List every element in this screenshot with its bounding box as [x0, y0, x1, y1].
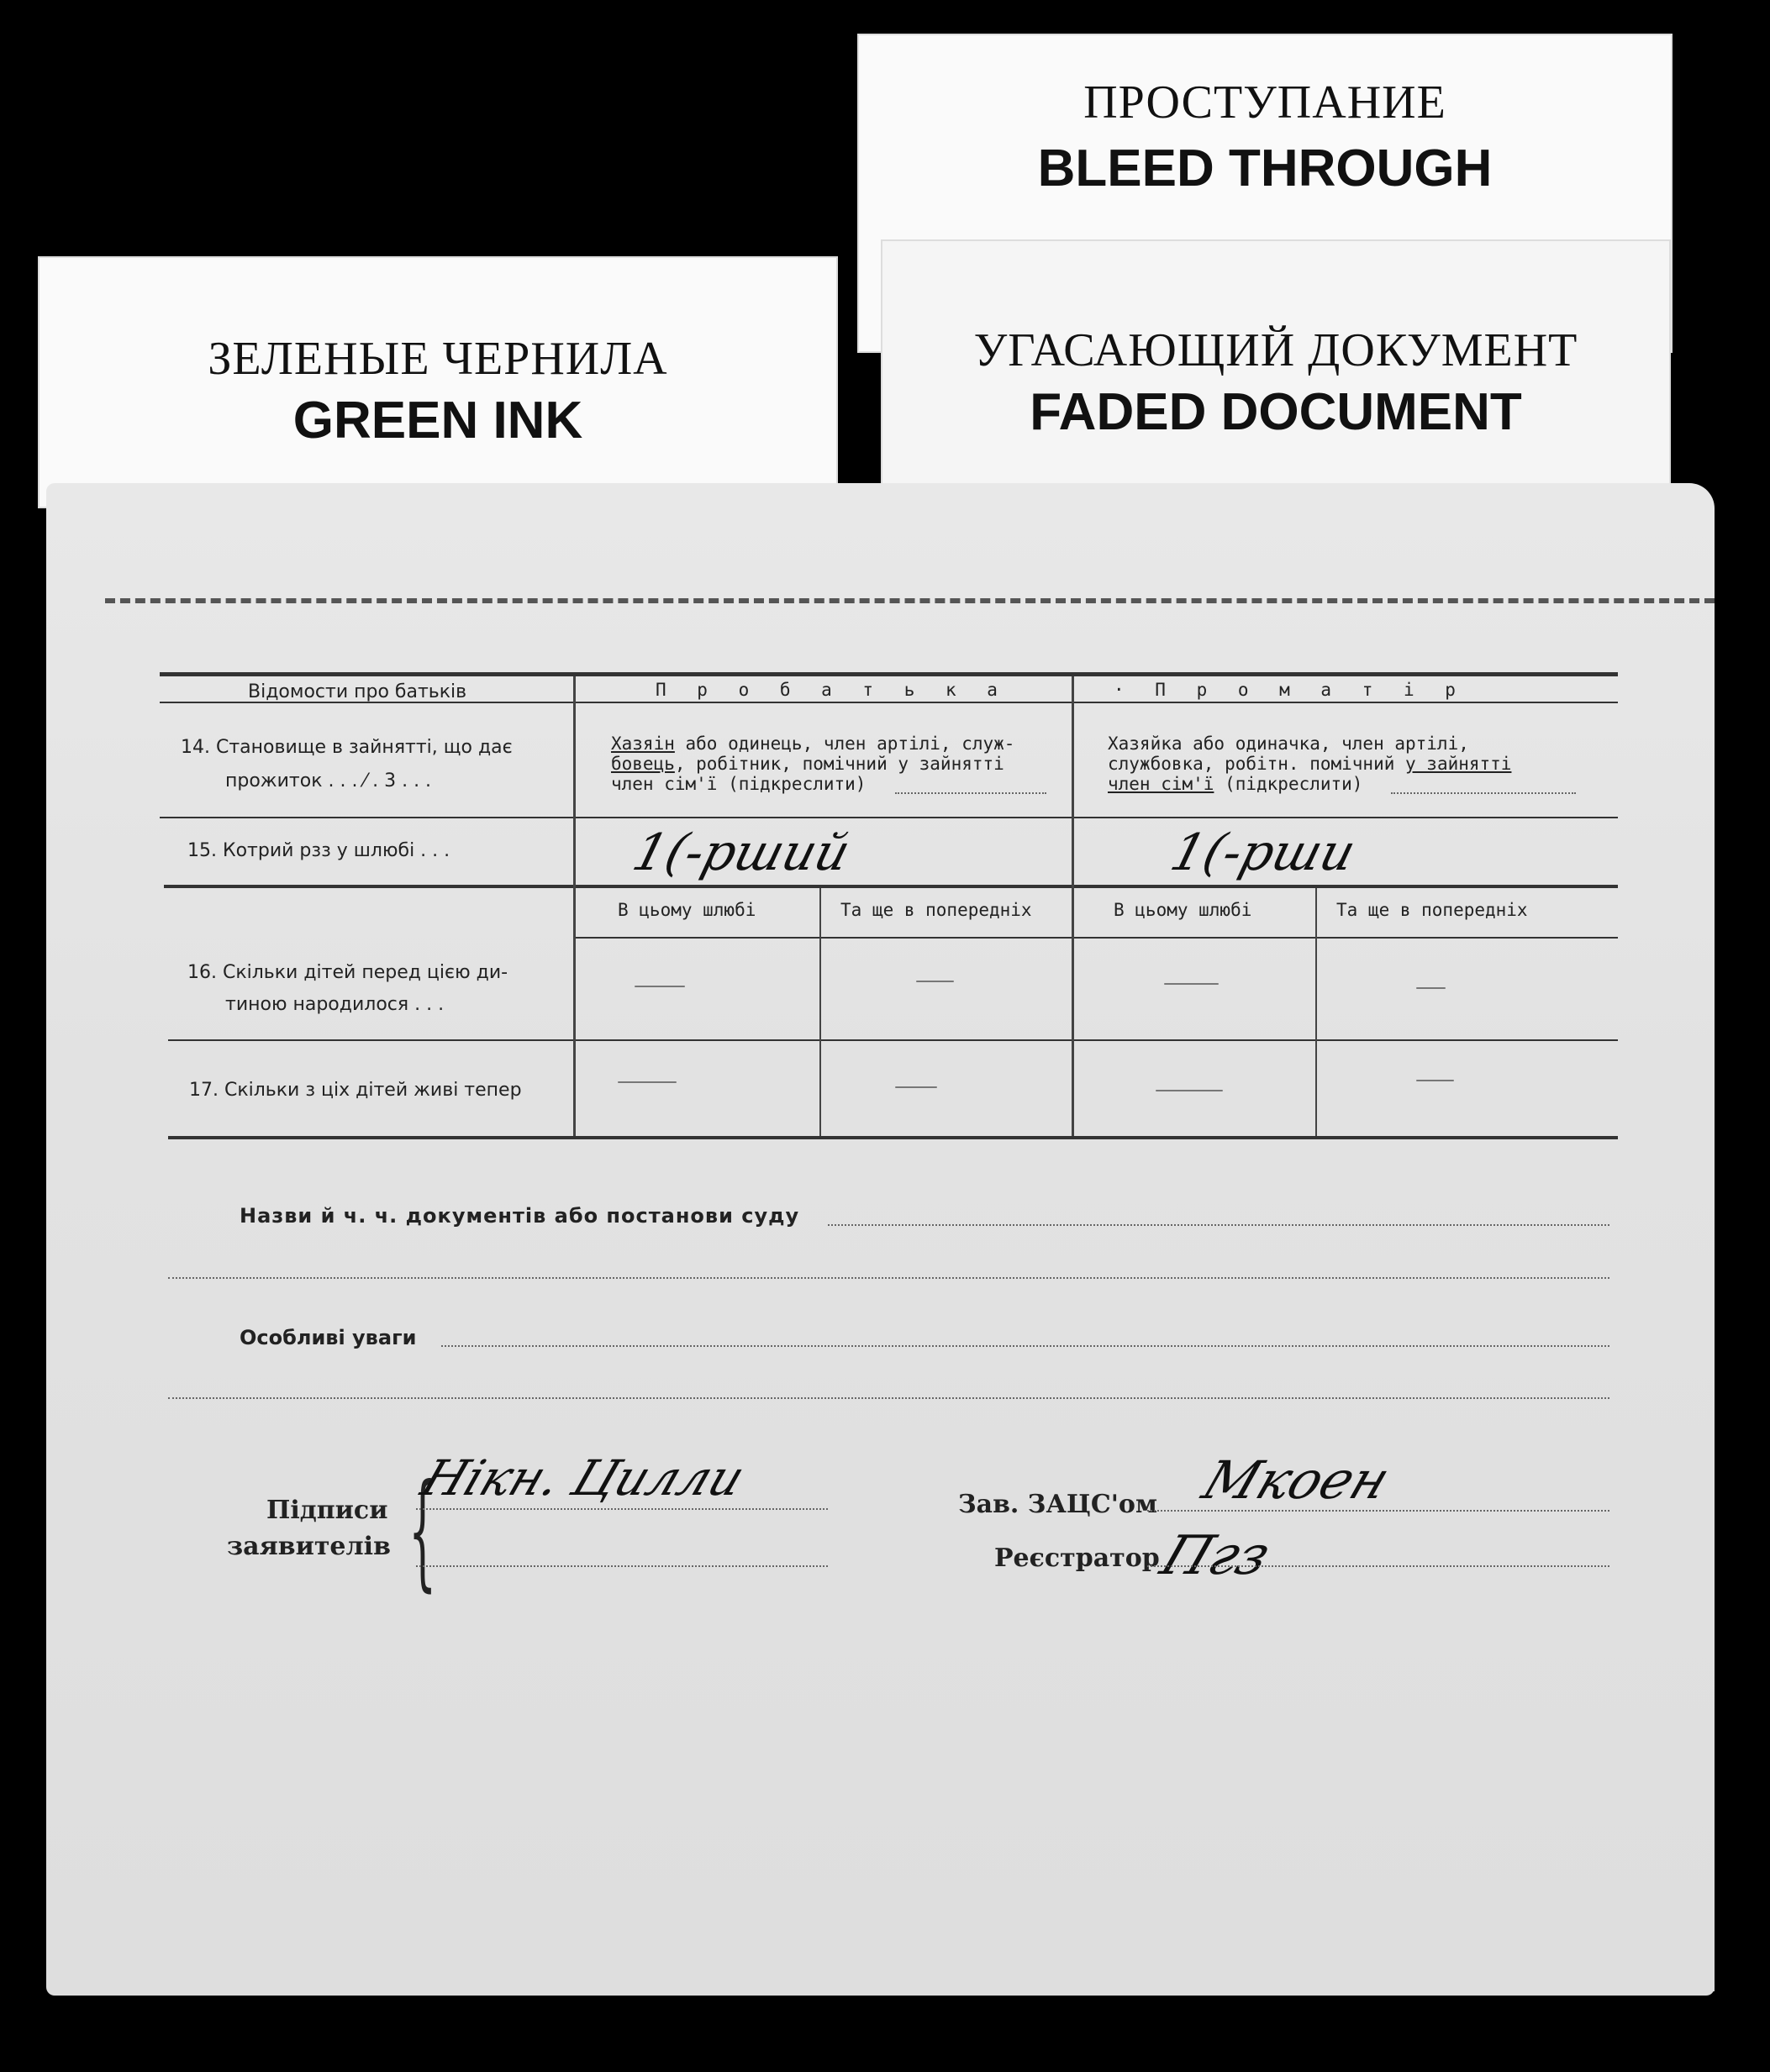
row16-dash	[1164, 983, 1219, 985]
registrar-label: Реєстратор	[994, 1543, 1160, 1573]
zags-head-signature: Мкоен	[1194, 1449, 1399, 1511]
bleed-through-ru-label: ПРОСТУПАНИЕ	[1083, 76, 1446, 129]
green-ink-en-label: GREEN INK	[292, 392, 583, 450]
subheader-mother-this-marriage: В цьому шлюбі	[1114, 900, 1252, 920]
perforation-line	[105, 598, 1715, 603]
row14-mother-line2: службовка, робітн. помічний у зайнятті	[1108, 754, 1512, 774]
row14-mother-line1: Хазяйка або одиначка, член артілі,	[1108, 734, 1469, 754]
row16-dash	[635, 986, 685, 987]
row16-dash	[1416, 987, 1446, 989]
subheader-mother-previous: Та ще в попередніх	[1336, 900, 1528, 920]
applicant-signature: Нікн. Цилли	[414, 1449, 753, 1507]
row16-label-line2: тиною народилося . . .	[225, 994, 445, 1015]
green-ink-ru-label: ЗЕЛЕНЫЕ ЧЕРНИЛА	[208, 333, 668, 385]
header-parents-info: Відомости про батьків	[248, 681, 467, 702]
faded-document-ru-label: УГАСАЮЩИЙ ДОКУМЕНТ	[973, 324, 1578, 376]
signatures-label-line2: заявителів	[227, 1532, 391, 1561]
row14-father-line3: член сім'ї (підкреслити)	[611, 774, 867, 794]
table-top-rule	[160, 672, 1618, 676]
faded-document-card	[881, 239, 1671, 492]
subheader-father-this-marriage: В цьому шлюбі	[618, 900, 756, 920]
row17-dash	[1416, 1080, 1454, 1081]
table-bottom-rule	[168, 1136, 1618, 1139]
header-about-father: П р о б а т ь к а	[656, 680, 1008, 700]
registrar-signature: Пгз	[1152, 1525, 1279, 1587]
row16-label-line1: 16. Скільки дітей перед цією ди-	[187, 962, 508, 983]
row15-father-handwriting: 1(-рший	[626, 823, 856, 882]
header-about-mother: · П р о м а т і р	[1114, 680, 1466, 700]
documents-label: Назви й ч. ч. документів або постанови суду	[240, 1204, 800, 1228]
row14-father-line1: Хазяін або одинець, член артілі, служ-	[611, 734, 1015, 754]
bleed-through-en-label: BLEED THROUGH	[1037, 139, 1493, 197]
row14-mother-line3: член сім'ї (підкреслити)	[1108, 774, 1363, 794]
row17-label: 17. Скільки з ціх дітей живі тепер	[189, 1080, 522, 1101]
row17-dash	[1156, 1090, 1223, 1091]
row15-label: 15. Котрий рзз у шлюбі . . .	[187, 840, 450, 861]
row17-dash	[895, 1086, 937, 1088]
row14-label-line2: прожиток . . . ⁄ . 3 . . .	[225, 770, 432, 791]
row15-mother-handwriting: 1(-рши	[1164, 823, 1362, 882]
signatures-brace: {	[408, 1458, 437, 1604]
registry-form	[46, 483, 1715, 1996]
green-ink-card	[38, 256, 838, 508]
row14-label-line1: 14. Становище в зайнятті, що дає	[181, 737, 513, 758]
signatures-label-line1: Підписи	[266, 1496, 388, 1525]
zags-head-label: Зав. ЗАЦС'ом	[958, 1490, 1157, 1519]
subheader-father-previous: Та ще в попередніх	[840, 900, 1032, 920]
row16-dash	[916, 981, 954, 982]
row17-dash	[618, 1081, 677, 1083]
notes-label: Особливі уваги	[240, 1326, 417, 1349]
row14-father-line2: бовець, робітник, помічний у зайнятті	[611, 754, 1004, 774]
faded-document-en-label: FADED DOCUMENT	[1030, 383, 1522, 441]
